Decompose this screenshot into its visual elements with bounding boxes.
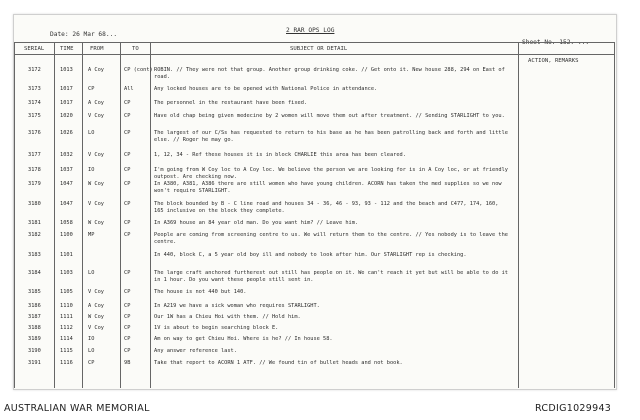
row-detail: In A219 we have a sick woman who requires STARLIGHT. — [154, 303, 320, 309]
row-serial: 3172 — [28, 67, 41, 73]
row-serial: 3188 — [28, 325, 41, 331]
row-detail: Take that report to ACORN 1 ATF. // We found tin of bullet heads and not book. — [154, 360, 403, 366]
row-to: CP — [124, 152, 131, 158]
row-from: V Coy — [88, 325, 104, 331]
row-from: LO — [88, 270, 95, 276]
row-from: W Coy — [88, 181, 104, 187]
row-from: V Coy — [88, 113, 104, 119]
row-serial: 3191 — [28, 360, 41, 366]
sheet-number: Sheet No. 152. ... — [522, 39, 590, 46]
row-time: 1026 — [60, 130, 73, 136]
col-divider — [614, 42, 615, 388]
row-from: LO — [88, 130, 95, 136]
row-to: CP (cont) — [124, 67, 153, 73]
row-detail: The block bounded by B - C line road and houses 34 - 36, 46 - 93, 93 - 112 and the beach and C477, 174, 160, 165 inclusive on the block they complete. — [154, 201, 499, 214]
col-header-subject: SUBJECT OR DETAIL — [290, 46, 348, 52]
row-detail: In A369 house an 84 year old man. Do you want him? // Leave him. — [154, 220, 359, 226]
row-detail: People are coming from screening centre to us. We will return them to the centre. // Yes nobody is to leave the centre. — [154, 232, 508, 245]
row-serial: 3177 — [28, 152, 41, 158]
row-serial: 3174 — [28, 100, 41, 106]
row-serial: 3179 — [28, 181, 41, 187]
header-bottom-border — [14, 54, 614, 55]
log-title: 2 RAR OPS LOG — [286, 27, 335, 34]
row-from: CP — [88, 86, 95, 92]
row-time: 1114 — [60, 336, 73, 342]
row-time: 1112 — [60, 325, 73, 331]
row-serial: 3173 — [28, 86, 41, 92]
col-divider — [150, 42, 151, 388]
row-to: CP — [124, 181, 131, 187]
row-time: 1017 — [60, 86, 73, 92]
col-header-action: ACTION, REMARKS — [528, 58, 579, 64]
row-time: 1110 — [60, 303, 73, 309]
row-time: 1020 — [60, 113, 73, 119]
row-serial: 3180 — [28, 201, 41, 207]
row-from: V Coy — [88, 201, 104, 207]
row-detail: 1V is about to begin searching block E. — [154, 325, 279, 331]
row-to: CP — [124, 167, 131, 173]
row-to: CP — [124, 325, 131, 331]
col-header-time: TIME — [60, 46, 74, 52]
row-time: 1032 — [60, 152, 73, 158]
row-to: CP — [124, 220, 131, 226]
col-header-from: FROM — [90, 46, 104, 52]
row-detail: Any locked houses are to be opened with National Police in attendance. — [154, 86, 378, 92]
row-serial: 3185 — [28, 289, 41, 295]
row-time: 1047 — [60, 181, 73, 187]
col-divider — [518, 42, 519, 388]
row-detail: The personnel in the restaurant have been fixed. — [154, 100, 308, 106]
row-time: 1116 — [60, 360, 73, 366]
row-from: IO — [88, 336, 95, 342]
row-time: 1101 — [60, 252, 73, 258]
row-serial: 3181 — [28, 220, 41, 226]
row-detail: The largest of our C/Ss has requested to return to his base as he has been patrolling back and forth and little else. // Roger he may go. — [154, 130, 508, 143]
col-divider — [120, 42, 121, 388]
row-to: CP — [124, 130, 131, 136]
row-to: CP — [124, 270, 131, 276]
col-header-serial: SERIAL — [24, 46, 45, 52]
row-detail: ROBIN. // They were not that group. Another group drinking coke. // Get onto it. New house 288, 294 on East of road. — [154, 67, 505, 80]
row-detail: The large craft anchored furtherest out still has people on it. We can't reach it yet but will be able to do it in 1 hour. Do you want these people still sent in. — [154, 270, 508, 283]
row-to: CP — [124, 201, 131, 207]
record-id: RCDIG1029943 — [535, 403, 612, 414]
row-time: 1013 — [60, 67, 73, 73]
col-divider — [14, 42, 15, 388]
row-serial: 3176 — [28, 130, 41, 136]
row-time: 1115 — [60, 348, 73, 354]
row-time: 1103 — [60, 270, 73, 276]
row-from: A Coy — [88, 67, 104, 73]
row-time: 1037 — [60, 167, 73, 173]
row-from: MP — [88, 232, 95, 238]
row-serial: 3182 — [28, 232, 41, 238]
row-to: CP — [124, 232, 131, 238]
row-from: A Coy — [88, 100, 104, 106]
row-serial: 3184 — [28, 270, 41, 276]
row-to: CP — [124, 289, 131, 295]
row-to: CP — [124, 113, 131, 119]
row-detail: Our 1W has a Chieu Hoi with them. // Hold him. — [154, 314, 301, 320]
row-detail: The house is not 440 but 140. — [154, 289, 247, 295]
row-detail: Any answer reference last. — [154, 348, 237, 354]
row-serial: 3187 — [28, 314, 41, 320]
archive-credit: AUSTRALIAN WAR MEMORIAL — [4, 403, 150, 414]
row-detail: I'm going from W Coy loc to A Coy loc. We believe the person we are looking for is in A Coy loc, or at friendly outpost. Are checking now. — [154, 167, 508, 180]
row-detail: In 440, block C, a 5 year old boy ill and nobody to look after him. Our STARLIGHT rep is checking. — [154, 252, 467, 258]
row-time: 1058 — [60, 220, 73, 226]
log-date: Date: 26 Mar 68... — [50, 31, 118, 38]
row-serial: 3175 — [28, 113, 41, 119]
row-serial: 3178 — [28, 167, 41, 173]
col-divider — [54, 42, 55, 388]
row-to: All — [124, 86, 134, 92]
row-from: CP — [88, 360, 95, 366]
row-serial: 3190 — [28, 348, 41, 354]
row-from: W Coy — [88, 220, 104, 226]
row-time: 1111 — [60, 314, 73, 320]
row-serial: 3186 — [28, 303, 41, 309]
row-time: 1017 — [60, 100, 73, 106]
row-to: CP — [124, 348, 131, 354]
row-from: LO — [88, 348, 95, 354]
row-detail: 1, 12, 34 - Ref these houses it is in block CHARLIE this area has been cleared. — [154, 152, 406, 158]
row-time: 1105 — [60, 289, 73, 295]
row-from: IO — [88, 167, 95, 173]
row-detail: Am on way to get Chieu Hoi. Where is he? // In house 58. — [154, 336, 333, 342]
row-to: 9B — [124, 360, 131, 366]
row-to: CP — [124, 314, 131, 320]
row-time: 1100 — [60, 232, 73, 238]
row-from: W Coy — [88, 314, 104, 320]
row-to: CP — [124, 303, 131, 309]
row-to: CP — [124, 100, 131, 106]
row-from: V Coy — [88, 289, 104, 295]
row-time: 1047 — [60, 201, 73, 207]
row-detail: In A380, A381, A386 there are still women who have young children. ACORN has taken the med supplies so we now won't require STARLIGHT. — [154, 181, 502, 194]
row-serial: 3189 — [28, 336, 41, 342]
row-from: A Coy — [88, 303, 104, 309]
row-to: CP — [124, 336, 131, 342]
row-serial: 3183 — [28, 252, 41, 258]
col-header-to: TO — [132, 46, 139, 52]
table-top-border — [14, 42, 614, 43]
row-detail: Have old chap being given medecine by 2 women will move them out after treatment. // Sending STARLIGHT to you. — [154, 113, 505, 119]
row-from: V Coy — [88, 152, 104, 158]
col-divider — [82, 42, 83, 388]
